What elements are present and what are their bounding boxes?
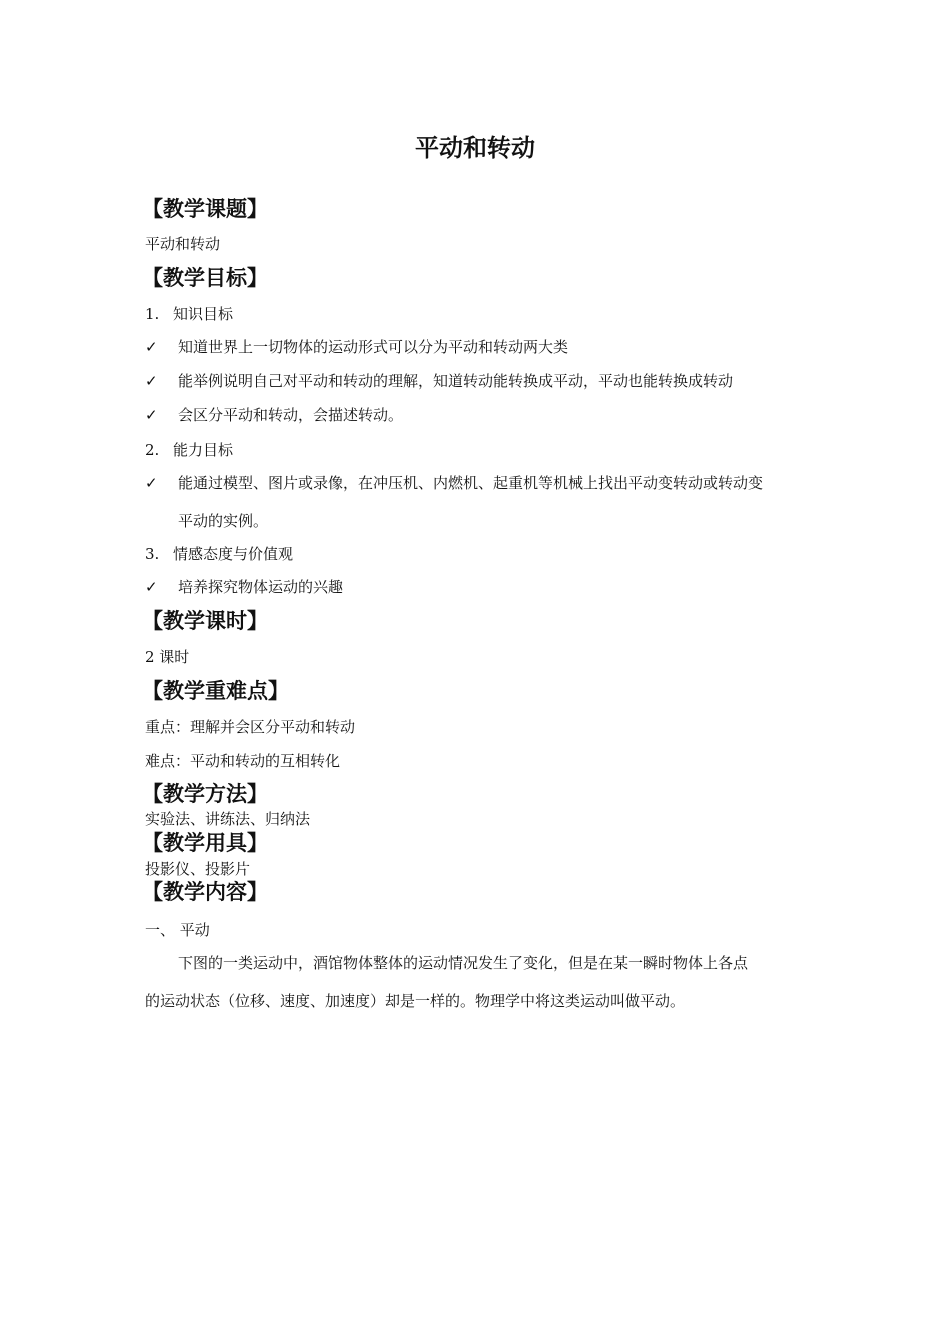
emotion-item-1: 培养探究物体运动的兴趣	[178, 578, 344, 596]
checkmark-icon: ✓	[145, 578, 158, 596]
list-label: 情感态度与价值观	[173, 545, 294, 563]
hours-text: 2 课时	[145, 648, 190, 666]
objective-emotion-label	[145, 542, 293, 566]
knowledge-item-3: 会区分平动和转动，会描述转动。	[178, 406, 404, 424]
checkmark-icon: ✓	[145, 372, 158, 390]
key-point-text: 重点：理解并会区分平动和转动	[145, 718, 356, 736]
tools-text: 投影仪、投影片	[145, 860, 251, 878]
content-paragraph-line-1: 下图的一类运动中，酒馆物体整体的运动情况发生了变化，但是在某一瞬时物体上各点	[178, 954, 749, 972]
list-number: 2.	[145, 441, 160, 459]
heading-topic: 【教学课题】	[142, 197, 268, 221]
list-number: 1.	[145, 305, 160, 323]
difficult-point-text: 难点：平动和转动的互相转化	[145, 752, 341, 770]
list-label: 知识目标	[173, 305, 234, 323]
methods-text: 实验法、讲练法、归纳法	[145, 810, 311, 828]
heading-hours: 【教学课时】	[142, 609, 268, 633]
checkmark-icon: ✓	[145, 406, 158, 424]
ability-item-line-1: 能通过模型、图片或录像，在冲压机、内燃机、起重机等机械上找出平动变转动或转动变	[178, 474, 764, 492]
heading-objectives: 【教学目标】	[142, 266, 268, 290]
knowledge-item-2: 能举例说明自己对平动和转动的理解，知道转动能转换成平动，平动也能转换成转动	[178, 372, 734, 390]
list-number: 3.	[145, 545, 160, 563]
heading-methods: 【教学方法】	[142, 782, 268, 806]
document-title: 平动和转动	[415, 133, 535, 162]
checkmark-icon: ✓	[145, 474, 158, 492]
checkmark-icon: ✓	[145, 338, 158, 356]
heading-key-points: 【教学重难点】	[142, 679, 289, 703]
objective-ability-label	[145, 438, 233, 462]
objective-knowledge-label	[145, 302, 233, 326]
topic-text: 平动和转动	[145, 235, 221, 253]
content-subheading: 一、 平动	[145, 921, 210, 939]
ability-item-line-2: 平动的实例。	[178, 512, 269, 530]
heading-tools: 【教学用具】	[142, 831, 268, 855]
knowledge-item-1: 知道世界上一切物体的运动形式可以分为平动和转动两大类	[178, 338, 569, 356]
list-label: 能力目标	[173, 441, 234, 459]
heading-content: 【教学内容】	[142, 880, 268, 904]
content-paragraph-line-2: 的运动状态（位移、速度、加速度）却是一样的。物理学中将这类运动叫做平动。	[145, 992, 686, 1010]
